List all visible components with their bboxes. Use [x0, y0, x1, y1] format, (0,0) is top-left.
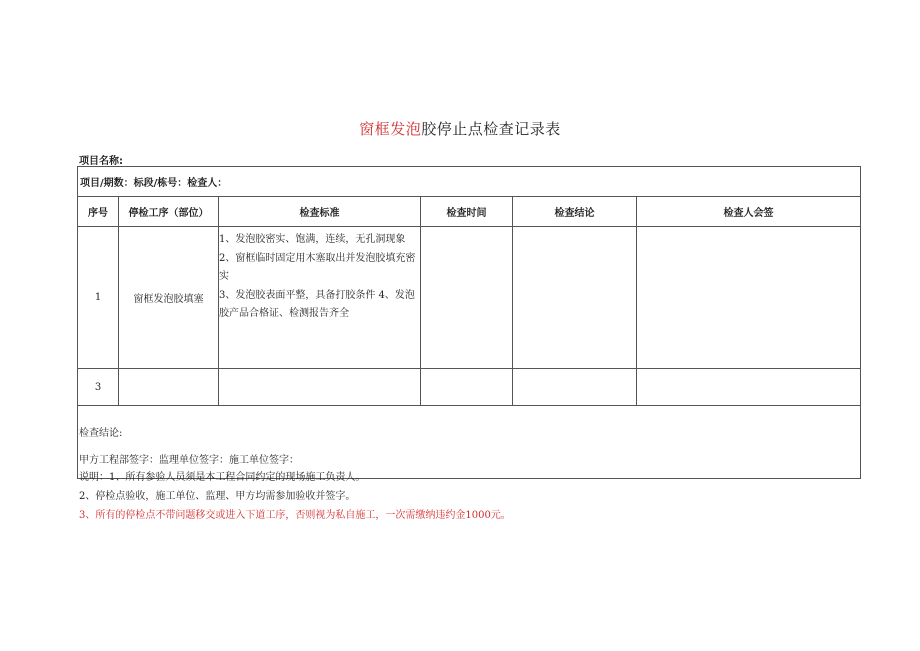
header-no: 序号: [78, 197, 119, 227]
row-3-conclusion-cell[interactable]: [513, 369, 637, 406]
note-item-warning: 3、所有的停检点不带问题移交或进入下道工序，否则视为私自施工，一次需缴纳违约金1000元。: [79, 510, 511, 521]
row-3-no: 3: [78, 369, 119, 406]
note-item: 说明：1、所有参验人员须是本工程合同约定的现场施工负责人。: [79, 472, 366, 483]
signature-line: 甲方工程部签字：监理单位签字：施工单位签字：: [79, 455, 299, 466]
header-conclusion: 检查结论: [513, 197, 637, 227]
page-title: [0, 118, 920, 139]
row-1-no: 1: [78, 227, 119, 369]
conclusion-label: 检查结论:: [79, 428, 123, 439]
row-1-signoff-cell[interactable]: [637, 227, 861, 369]
header-signoff: 检查人会签: [637, 197, 861, 227]
row-3-process-cell[interactable]: [119, 369, 219, 406]
standard-item: 2、窗框临时固定用木塞取出并发泡胶填充密实: [219, 252, 416, 282]
header-time: 检查时间: [421, 197, 513, 227]
table-row: [78, 227, 861, 369]
row-3-signoff-cell[interactable]: [637, 369, 861, 406]
standard-item: 3、发泡胶表面平整，具备打胶条件 4、发泡胶产品合格证、检测报告齐全: [219, 289, 415, 319]
meta-row: [78, 167, 861, 197]
notes-block: [79, 468, 511, 525]
meta-row-text[interactable]: 项目/期数：标段/栋号：检查人：: [78, 167, 861, 197]
header-row: [78, 197, 861, 227]
row-1-standards: [219, 227, 421, 369]
row-3-time-cell[interactable]: [421, 369, 513, 406]
header-standard: 检查标准: [219, 197, 421, 227]
title-rest: 胶停止点检查记录表: [421, 120, 561, 138]
title-red-part: 窗框发泡: [359, 120, 422, 138]
row-1-time-cell[interactable]: [421, 227, 513, 369]
row-1-conclusion-cell[interactable]: [513, 227, 637, 369]
note-item: 2、停检点验收，施工单位、监理、甲方均需参加验收并签字。: [79, 491, 356, 502]
table-row: [78, 369, 861, 406]
row-1-process: 窗框发泡胶填塞: [119, 227, 219, 369]
standard-item: 1、发泡胶密实、饱满，连续，无孔洞现象: [219, 234, 406, 245]
row-3-standard-cell[interactable]: [219, 369, 421, 406]
inspection-table: [77, 166, 861, 479]
header-process: 停检工序（部位）: [119, 197, 219, 227]
project-name-label: 项目名称:: [79, 156, 123, 167]
